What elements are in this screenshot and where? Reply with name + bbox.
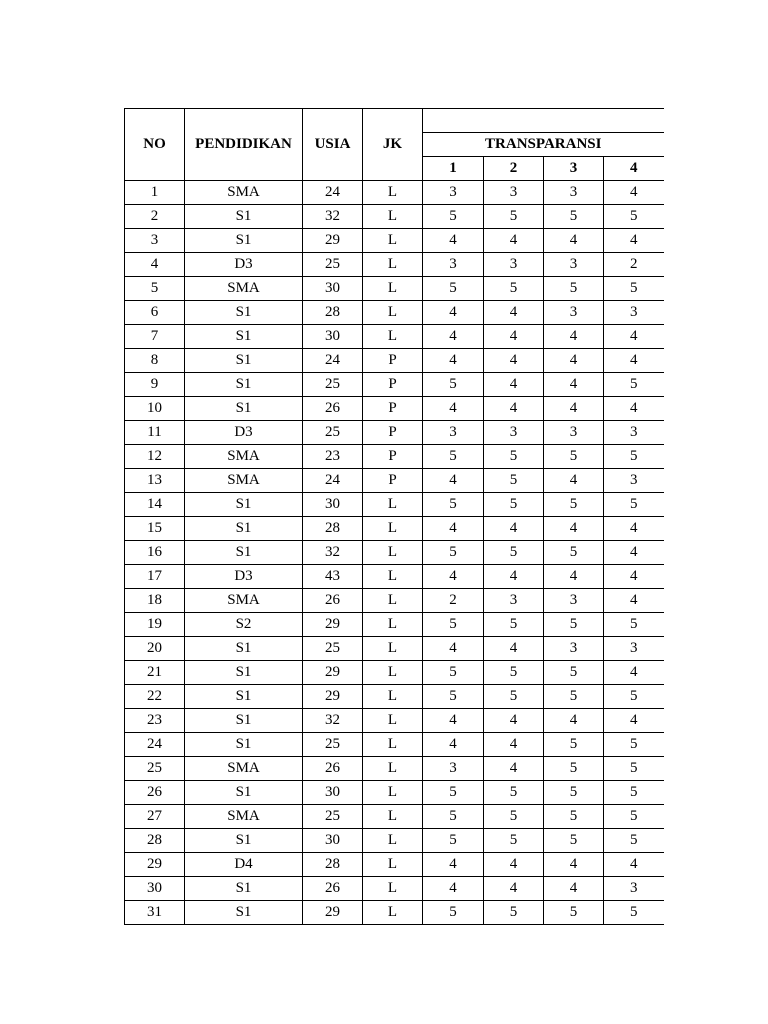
cell-item-1: 2 bbox=[423, 589, 484, 613]
cell-item-2: 4 bbox=[484, 637, 544, 661]
cell-usia: 25 bbox=[303, 637, 363, 661]
cell-item-1: 5 bbox=[423, 781, 484, 805]
cell-item-1: 5 bbox=[423, 205, 484, 229]
cell-item-4: 5 bbox=[604, 757, 664, 781]
header-item-2: 2 bbox=[484, 157, 544, 181]
cell-item-3: 4 bbox=[544, 325, 604, 349]
table-row bbox=[125, 205, 664, 229]
cell-item-2: 5 bbox=[484, 805, 544, 829]
cell-usia: 28 bbox=[303, 301, 363, 325]
cell-item-3: 5 bbox=[544, 829, 604, 853]
table-row bbox=[125, 565, 664, 589]
cell-pendidikan: S1 bbox=[185, 637, 303, 661]
cell-jk: P bbox=[363, 421, 423, 445]
cell-jk: L bbox=[363, 853, 423, 877]
cell-jk: L bbox=[363, 517, 423, 541]
cell-pendidikan: S1 bbox=[185, 901, 303, 925]
cell-item-3: 4 bbox=[544, 517, 604, 541]
cell-item-4: 5 bbox=[604, 373, 664, 397]
cell-item-3: 5 bbox=[544, 661, 604, 685]
cell-jk: L bbox=[363, 277, 423, 301]
cell-item-3: 5 bbox=[544, 733, 604, 757]
cell-item-3: 5 bbox=[544, 757, 604, 781]
cell-item-3: 5 bbox=[544, 901, 604, 925]
cell-usia: 25 bbox=[303, 373, 363, 397]
cell-jk: L bbox=[363, 637, 423, 661]
cell-pendidikan: D3 bbox=[185, 565, 303, 589]
cell-item-4: 3 bbox=[604, 469, 664, 493]
cell-item-2: 4 bbox=[484, 301, 544, 325]
cell-pendidikan: S1 bbox=[185, 493, 303, 517]
cell-item-2: 3 bbox=[484, 589, 544, 613]
cell-no: 9 bbox=[125, 373, 185, 397]
cell-no: 1 bbox=[125, 181, 185, 205]
cell-no: 17 bbox=[125, 565, 185, 589]
cell-item-2: 5 bbox=[484, 781, 544, 805]
table-row bbox=[125, 709, 664, 733]
table-row bbox=[125, 397, 664, 421]
table-row bbox=[125, 661, 664, 685]
cell-usia: 30 bbox=[303, 325, 363, 349]
cell-no: 10 bbox=[125, 397, 185, 421]
table-row bbox=[125, 877, 664, 901]
cell-item-2: 4 bbox=[484, 229, 544, 253]
cell-usia: 29 bbox=[303, 229, 363, 253]
cell-usia: 24 bbox=[303, 469, 363, 493]
cell-usia: 30 bbox=[303, 277, 363, 301]
cell-pendidikan: S1 bbox=[185, 541, 303, 565]
table-row bbox=[125, 349, 664, 373]
cell-item-1: 3 bbox=[423, 757, 484, 781]
cell-jk: L bbox=[363, 589, 423, 613]
cell-item-4: 5 bbox=[604, 781, 664, 805]
cell-item-4: 4 bbox=[604, 853, 664, 877]
cell-item-3: 4 bbox=[544, 469, 604, 493]
cell-item-2: 5 bbox=[484, 205, 544, 229]
cell-item-1: 5 bbox=[423, 613, 484, 637]
cell-pendidikan: S1 bbox=[185, 373, 303, 397]
cell-item-1: 3 bbox=[423, 421, 484, 445]
cell-item-2: 5 bbox=[484, 901, 544, 925]
header-no: NO bbox=[125, 109, 185, 181]
cell-pendidikan: S1 bbox=[185, 661, 303, 685]
cell-usia: 25 bbox=[303, 421, 363, 445]
cell-no: 15 bbox=[125, 517, 185, 541]
cell-jk: P bbox=[363, 349, 423, 373]
table-row bbox=[125, 277, 664, 301]
cell-jk: L bbox=[363, 181, 423, 205]
cell-item-2: 4 bbox=[484, 733, 544, 757]
cell-no: 18 bbox=[125, 589, 185, 613]
cell-no: 22 bbox=[125, 685, 185, 709]
cell-item-3: 3 bbox=[544, 421, 604, 445]
cell-jk: L bbox=[363, 805, 423, 829]
cell-item-3: 4 bbox=[544, 709, 604, 733]
cell-item-2: 4 bbox=[484, 373, 544, 397]
cell-jk: L bbox=[363, 613, 423, 637]
cell-no: 11 bbox=[125, 421, 185, 445]
cell-jk: L bbox=[363, 733, 423, 757]
cell-item-2: 3 bbox=[484, 421, 544, 445]
cell-pendidikan: D4 bbox=[185, 853, 303, 877]
cell-no: 2 bbox=[125, 205, 185, 229]
cell-usia: 43 bbox=[303, 565, 363, 589]
cell-item-4: 3 bbox=[604, 637, 664, 661]
cell-item-2: 5 bbox=[484, 541, 544, 565]
cell-item-1: 4 bbox=[423, 517, 484, 541]
cell-usia: 25 bbox=[303, 733, 363, 757]
cell-item-3: 4 bbox=[544, 397, 604, 421]
table-row bbox=[125, 517, 664, 541]
cell-jk: L bbox=[363, 781, 423, 805]
cell-item-4: 4 bbox=[604, 517, 664, 541]
cell-no: 20 bbox=[125, 637, 185, 661]
cell-no: 25 bbox=[125, 757, 185, 781]
cell-item-3: 5 bbox=[544, 613, 604, 637]
cell-item-1: 3 bbox=[423, 181, 484, 205]
cell-jk: L bbox=[363, 565, 423, 589]
cell-item-2: 4 bbox=[484, 853, 544, 877]
cell-item-1: 4 bbox=[423, 325, 484, 349]
cell-item-1: 4 bbox=[423, 853, 484, 877]
header-jk: JK bbox=[363, 109, 423, 181]
cell-jk: L bbox=[363, 541, 423, 565]
cell-pendidikan: S1 bbox=[185, 205, 303, 229]
cell-item-1: 5 bbox=[423, 829, 484, 853]
cell-item-1: 5 bbox=[423, 373, 484, 397]
cell-item-1: 5 bbox=[423, 541, 484, 565]
cell-no: 26 bbox=[125, 781, 185, 805]
cell-item-4: 5 bbox=[604, 205, 664, 229]
cell-pendidikan: S1 bbox=[185, 229, 303, 253]
cell-item-1: 4 bbox=[423, 469, 484, 493]
cell-no: 19 bbox=[125, 613, 185, 637]
cell-jk: L bbox=[363, 877, 423, 901]
cell-item-3: 5 bbox=[544, 805, 604, 829]
cell-jk: L bbox=[363, 229, 423, 253]
cell-item-4: 4 bbox=[604, 397, 664, 421]
cell-pendidikan: S1 bbox=[185, 733, 303, 757]
cell-jk: L bbox=[363, 325, 423, 349]
cell-no: 7 bbox=[125, 325, 185, 349]
table-row bbox=[125, 637, 664, 661]
cell-item-4: 5 bbox=[604, 613, 664, 637]
cell-item-4: 4 bbox=[604, 541, 664, 565]
cell-no: 30 bbox=[125, 877, 185, 901]
table-row bbox=[125, 613, 664, 637]
cell-usia: 30 bbox=[303, 781, 363, 805]
cell-item-3: 4 bbox=[544, 565, 604, 589]
cell-item-1: 4 bbox=[423, 349, 484, 373]
cell-item-2: 5 bbox=[484, 613, 544, 637]
table-header bbox=[125, 109, 664, 181]
table-row bbox=[125, 373, 664, 397]
header-blank-cell bbox=[423, 109, 664, 133]
cell-jk: P bbox=[363, 469, 423, 493]
cell-item-4: 5 bbox=[604, 277, 664, 301]
cell-usia: 32 bbox=[303, 709, 363, 733]
table-row bbox=[125, 421, 664, 445]
cell-usia: 26 bbox=[303, 397, 363, 421]
cell-item-2: 5 bbox=[484, 445, 544, 469]
cell-item-2: 4 bbox=[484, 757, 544, 781]
cell-no: 8 bbox=[125, 349, 185, 373]
cell-item-3: 5 bbox=[544, 277, 604, 301]
cell-item-2: 5 bbox=[484, 829, 544, 853]
cell-usia: 29 bbox=[303, 661, 363, 685]
cell-pendidikan: D3 bbox=[185, 421, 303, 445]
table-row bbox=[125, 781, 664, 805]
cell-no: 6 bbox=[125, 301, 185, 325]
cell-pendidikan: SMA bbox=[185, 181, 303, 205]
cell-usia: 23 bbox=[303, 445, 363, 469]
cell-no: 31 bbox=[125, 901, 185, 925]
cell-item-4: 4 bbox=[604, 349, 664, 373]
table-row bbox=[125, 757, 664, 781]
cell-usia: 30 bbox=[303, 829, 363, 853]
cell-pendidikan: S1 bbox=[185, 709, 303, 733]
cell-no: 21 bbox=[125, 661, 185, 685]
cell-jk: L bbox=[363, 205, 423, 229]
cell-item-2: 5 bbox=[484, 661, 544, 685]
cell-pendidikan: D3 bbox=[185, 253, 303, 277]
cell-item-3: 5 bbox=[544, 205, 604, 229]
cell-item-2: 3 bbox=[484, 253, 544, 277]
cell-pendidikan: S1 bbox=[185, 325, 303, 349]
table-row bbox=[125, 685, 664, 709]
cell-item-4: 5 bbox=[604, 733, 664, 757]
cell-item-2: 4 bbox=[484, 565, 544, 589]
cell-usia: 30 bbox=[303, 493, 363, 517]
cell-no: 14 bbox=[125, 493, 185, 517]
cell-item-2: 4 bbox=[484, 397, 544, 421]
header-item-3: 3 bbox=[544, 157, 604, 181]
cell-item-4: 5 bbox=[604, 493, 664, 517]
header-pendidikan: PENDIDIKAN bbox=[185, 109, 303, 181]
cell-jk: L bbox=[363, 493, 423, 517]
cell-item-1: 4 bbox=[423, 229, 484, 253]
cell-usia: 26 bbox=[303, 877, 363, 901]
cell-usia: 32 bbox=[303, 205, 363, 229]
cell-pendidikan: S1 bbox=[185, 397, 303, 421]
cell-item-1: 4 bbox=[423, 565, 484, 589]
table-row bbox=[125, 325, 664, 349]
cell-item-1: 4 bbox=[423, 709, 484, 733]
cell-item-3: 3 bbox=[544, 181, 604, 205]
cell-item-2: 5 bbox=[484, 493, 544, 517]
table-row bbox=[125, 445, 664, 469]
cell-item-3: 5 bbox=[544, 781, 604, 805]
cell-item-3: 3 bbox=[544, 253, 604, 277]
cell-usia: 24 bbox=[303, 181, 363, 205]
cell-pendidikan: SMA bbox=[185, 469, 303, 493]
cell-jk: P bbox=[363, 445, 423, 469]
survey-data-table bbox=[124, 108, 664, 925]
table-row bbox=[125, 253, 664, 277]
table-row bbox=[125, 853, 664, 877]
cell-no: 3 bbox=[125, 229, 185, 253]
table-row bbox=[125, 805, 664, 829]
cell-item-1: 5 bbox=[423, 493, 484, 517]
table-row bbox=[125, 229, 664, 253]
cell-jk: L bbox=[363, 901, 423, 925]
cell-no: 12 bbox=[125, 445, 185, 469]
cell-item-3: 4 bbox=[544, 349, 604, 373]
cell-pendidikan: S1 bbox=[185, 301, 303, 325]
cell-usia: 28 bbox=[303, 517, 363, 541]
cell-item-3: 3 bbox=[544, 301, 604, 325]
cell-item-3: 3 bbox=[544, 637, 604, 661]
table-row bbox=[125, 901, 664, 925]
cell-item-1: 5 bbox=[423, 685, 484, 709]
cell-pendidikan: S1 bbox=[185, 781, 303, 805]
table-row bbox=[125, 493, 664, 517]
cell-item-1: 4 bbox=[423, 397, 484, 421]
cell-item-4: 4 bbox=[604, 325, 664, 349]
cell-usia: 29 bbox=[303, 613, 363, 637]
cell-item-2: 4 bbox=[484, 517, 544, 541]
cell-item-2: 5 bbox=[484, 685, 544, 709]
cell-no: 28 bbox=[125, 829, 185, 853]
cell-jk: L bbox=[363, 301, 423, 325]
cell-item-2: 4 bbox=[484, 709, 544, 733]
cell-usia: 28 bbox=[303, 853, 363, 877]
cell-no: 13 bbox=[125, 469, 185, 493]
cell-usia: 29 bbox=[303, 685, 363, 709]
cell-item-2: 5 bbox=[484, 277, 544, 301]
header-usia: USIA bbox=[303, 109, 363, 181]
table-row bbox=[125, 589, 664, 613]
cell-item-4: 5 bbox=[604, 445, 664, 469]
cell-item-4: 2 bbox=[604, 253, 664, 277]
cell-item-1: 4 bbox=[423, 877, 484, 901]
cell-pendidikan: SMA bbox=[185, 589, 303, 613]
header-transparansi: TRANSPARANSI bbox=[423, 133, 664, 157]
cell-no: 23 bbox=[125, 709, 185, 733]
cell-pendidikan: S1 bbox=[185, 877, 303, 901]
cell-item-4: 4 bbox=[604, 565, 664, 589]
table-row bbox=[125, 181, 664, 205]
cell-pendidikan: SMA bbox=[185, 757, 303, 781]
cell-no: 27 bbox=[125, 805, 185, 829]
cell-item-1: 4 bbox=[423, 733, 484, 757]
cell-no: 29 bbox=[125, 853, 185, 877]
cell-item-3: 5 bbox=[544, 685, 604, 709]
cell-usia: 24 bbox=[303, 349, 363, 373]
cell-item-3: 5 bbox=[544, 541, 604, 565]
cell-item-2: 4 bbox=[484, 325, 544, 349]
cell-item-4: 5 bbox=[604, 901, 664, 925]
cell-usia: 26 bbox=[303, 757, 363, 781]
cell-item-1: 5 bbox=[423, 661, 484, 685]
cell-jk: L bbox=[363, 757, 423, 781]
cell-item-2: 4 bbox=[484, 877, 544, 901]
cell-item-1: 4 bbox=[423, 301, 484, 325]
cell-no: 4 bbox=[125, 253, 185, 277]
cell-item-4: 5 bbox=[604, 829, 664, 853]
table-row bbox=[125, 301, 664, 325]
header-item-1: 1 bbox=[423, 157, 484, 181]
cell-item-3: 5 bbox=[544, 445, 604, 469]
cell-usia: 25 bbox=[303, 805, 363, 829]
cell-item-2: 3 bbox=[484, 181, 544, 205]
cell-usia: 25 bbox=[303, 253, 363, 277]
cell-jk: L bbox=[363, 685, 423, 709]
cell-jk: P bbox=[363, 397, 423, 421]
cell-item-1: 5 bbox=[423, 805, 484, 829]
cell-usia: 29 bbox=[303, 901, 363, 925]
header-item-4: 4 bbox=[604, 157, 664, 181]
cell-usia: 26 bbox=[303, 589, 363, 613]
cell-item-4: 3 bbox=[604, 301, 664, 325]
cell-item-3: 4 bbox=[544, 373, 604, 397]
cell-item-3: 4 bbox=[544, 877, 604, 901]
cell-jk: L bbox=[363, 253, 423, 277]
cell-item-3: 4 bbox=[544, 853, 604, 877]
cell-item-4: 4 bbox=[604, 229, 664, 253]
cell-item-1: 5 bbox=[423, 445, 484, 469]
cell-no: 16 bbox=[125, 541, 185, 565]
cell-item-2: 5 bbox=[484, 469, 544, 493]
table-row bbox=[125, 541, 664, 565]
cell-item-4: 3 bbox=[604, 877, 664, 901]
cell-pendidikan: S1 bbox=[185, 517, 303, 541]
cell-item-4: 5 bbox=[604, 685, 664, 709]
cell-item-4: 4 bbox=[604, 181, 664, 205]
table-row bbox=[125, 469, 664, 493]
cell-jk: L bbox=[363, 829, 423, 853]
cell-item-3: 4 bbox=[544, 229, 604, 253]
cell-no: 24 bbox=[125, 733, 185, 757]
cell-item-3: 5 bbox=[544, 493, 604, 517]
cell-pendidikan: S1 bbox=[185, 829, 303, 853]
cell-pendidikan: SMA bbox=[185, 445, 303, 469]
cell-no: 5 bbox=[125, 277, 185, 301]
cell-item-4: 3 bbox=[604, 421, 664, 445]
cell-pendidikan: S1 bbox=[185, 685, 303, 709]
cell-item-1: 3 bbox=[423, 253, 484, 277]
table-row bbox=[125, 733, 664, 757]
cell-pendidikan: S2 bbox=[185, 613, 303, 637]
cell-pendidikan: S1 bbox=[185, 349, 303, 373]
cell-item-1: 5 bbox=[423, 901, 484, 925]
cell-item-4: 5 bbox=[604, 805, 664, 829]
cell-pendidikan: SMA bbox=[185, 277, 303, 301]
cell-item-3: 3 bbox=[544, 589, 604, 613]
table-body bbox=[125, 181, 664, 925]
cell-item-2: 4 bbox=[484, 349, 544, 373]
cell-item-1: 5 bbox=[423, 277, 484, 301]
cell-item-4: 4 bbox=[604, 709, 664, 733]
cell-jk: L bbox=[363, 661, 423, 685]
cell-item-4: 4 bbox=[604, 661, 664, 685]
table-row bbox=[125, 829, 664, 853]
cell-item-4: 4 bbox=[604, 589, 664, 613]
cell-usia: 32 bbox=[303, 541, 363, 565]
cell-item-1: 4 bbox=[423, 637, 484, 661]
cell-jk: L bbox=[363, 709, 423, 733]
cell-pendidikan: SMA bbox=[185, 805, 303, 829]
cell-jk: P bbox=[363, 373, 423, 397]
